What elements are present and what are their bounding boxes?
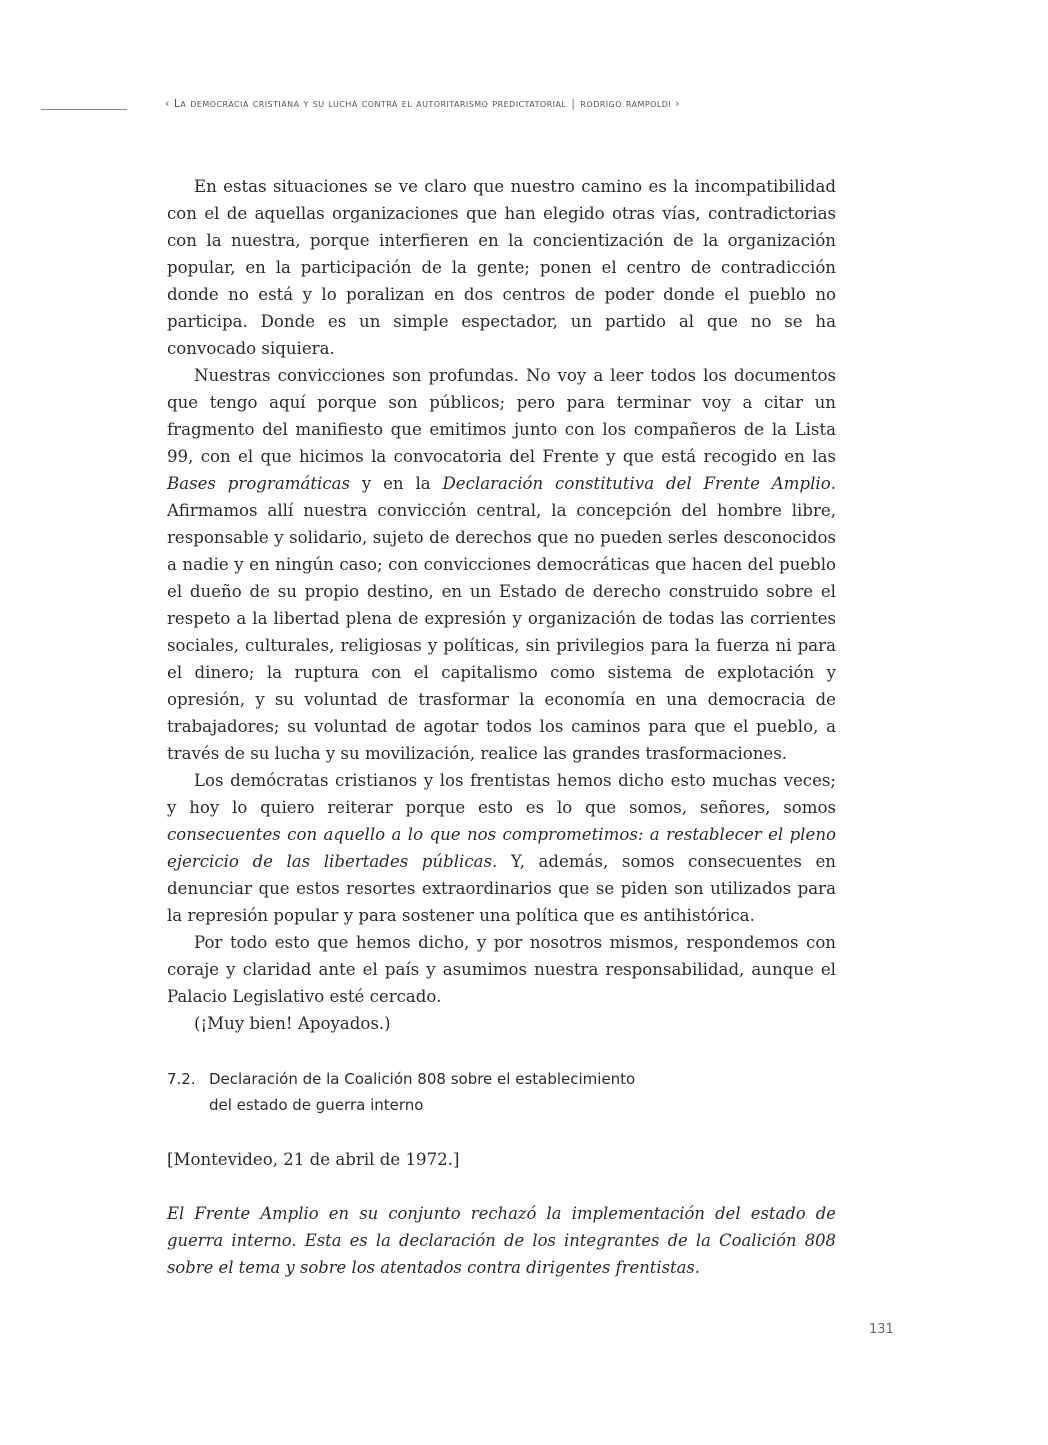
section-title-line-1: Declaración de la Coalición 808 sobre el establecimiento — [209, 1070, 636, 1088]
running-head-close: › — [675, 97, 681, 110]
paragraph-text: Nuestras convicciones son profundas. No voy a leer todos los documentos que tengo aquí porque son públicos; pero para terminar voy a citar un fragmento del manifiesto que emitimos junto con los compañeros de la Lista 99, con el que hicimos la convocatoria del Frente y que está recogido en las — [167, 366, 836, 466]
emphasis-quote: consecuentes con aquello a lo que nos comprometimos: a restablecer el pleno ejercicio de las libertades públicas — [167, 825, 836, 871]
section-heading — [167, 1066, 836, 1118]
paragraph-text: En estas situaciones se ve claro que nuestro camino es la incompatibilidad con el de aquellas organizaciones que han elegido otras vías, contradictorias con la nuestra, porque interfieren en la concientización de la organización popular, en la participación de la gente; ponen el centro de contradicción donde no está y lo poralizan en dos centros de poder donde el pueblo no participa. Donde es un simple espectador, un partido al que no se ha convocado siquiera. — [167, 177, 836, 358]
paragraph-3 — [167, 767, 836, 929]
intro-note: El Frente Amplio en su conjunto rechazó la implementación del estado de guerra interno. Esta es la declaración de los integrantes de la Coalición 808 sobre el tema y sobre los atentados contra dirigentes frentistas. — [167, 1204, 836, 1277]
page-number: 131 — [869, 1322, 894, 1337]
book-title-declaracion: Declaración constitutiva del Frente Amplio — [442, 474, 831, 493]
section-number: 7.2. — [167, 1070, 196, 1088]
running-head-title: La democracia cristiana y su lucha contra el autoritarismo predictatorial — [173, 97, 567, 110]
running-head — [165, 97, 845, 110]
running-head-open: ‹ — [165, 97, 170, 110]
header-rule — [41, 109, 127, 110]
dateline: [Montevideo, 21 de abril de 1972.] — [167, 1150, 460, 1169]
applause-note: (¡Muy bien! Apoyados.) — [194, 1014, 391, 1033]
body-text — [167, 173, 836, 1037]
paragraph-text: Por todo esto que hemos dicho, y por nosotros mismos, respondemos con coraje y claridad ante el país y asumimos nuestra responsabilidad, aunque el Palacio Legislativo esté cercado. — [167, 933, 836, 1006]
paragraph-text: Los demócratas cristianos y los frentistas hemos dicho esto muchas veces; y hoy lo quiero reiterar porque esto es lo que somos, señores, somos — [167, 771, 836, 817]
paragraph-4 — [167, 929, 836, 1010]
paragraph-text: . Y, además, somos consecuentes en denunciar que estos resortes extraordinarios que se piden son utilizados para la represión popular y para sostener una política que es antihistórica. — [167, 852, 836, 925]
paragraph-text: . Afirmamos allí nuestra convicción central, la concepción del hombre libre, responsable y solidario, sujeto de derechos que no pueden serles desconocidos a nadie y en ningún caso; con convicciones democráticas que hacen del pueblo el dueño de su propio destino, en un Estado de derecho construido sobre el respeto a la libertad plena de expresión y organización de todas las corrientes sociales, culturales, religiosas y políticas, sin privilegios para la fuerza ni para el dinero; la ruptura con el capitalismo como sistema de explotación y opresión, y su voluntad de trasformar la economía en una democracia de trabajadores; su voluntad de agotar todos los caminos para que el pueblo, a través de su lucha y su movilización, realice las grandes trasformaciones. — [167, 474, 836, 763]
running-head-author: rodrigo rampoldi — [580, 97, 672, 110]
book-title-bases: Bases programáticas — [167, 474, 351, 493]
section-title-line-2: del estado de guerra interno — [209, 1096, 424, 1114]
paragraph-text: y en la — [350, 474, 443, 493]
running-head-separator: | — [571, 97, 576, 110]
section-title — [209, 1066, 836, 1118]
paragraph-2 — [167, 362, 836, 767]
paragraph-1 — [167, 173, 836, 362]
